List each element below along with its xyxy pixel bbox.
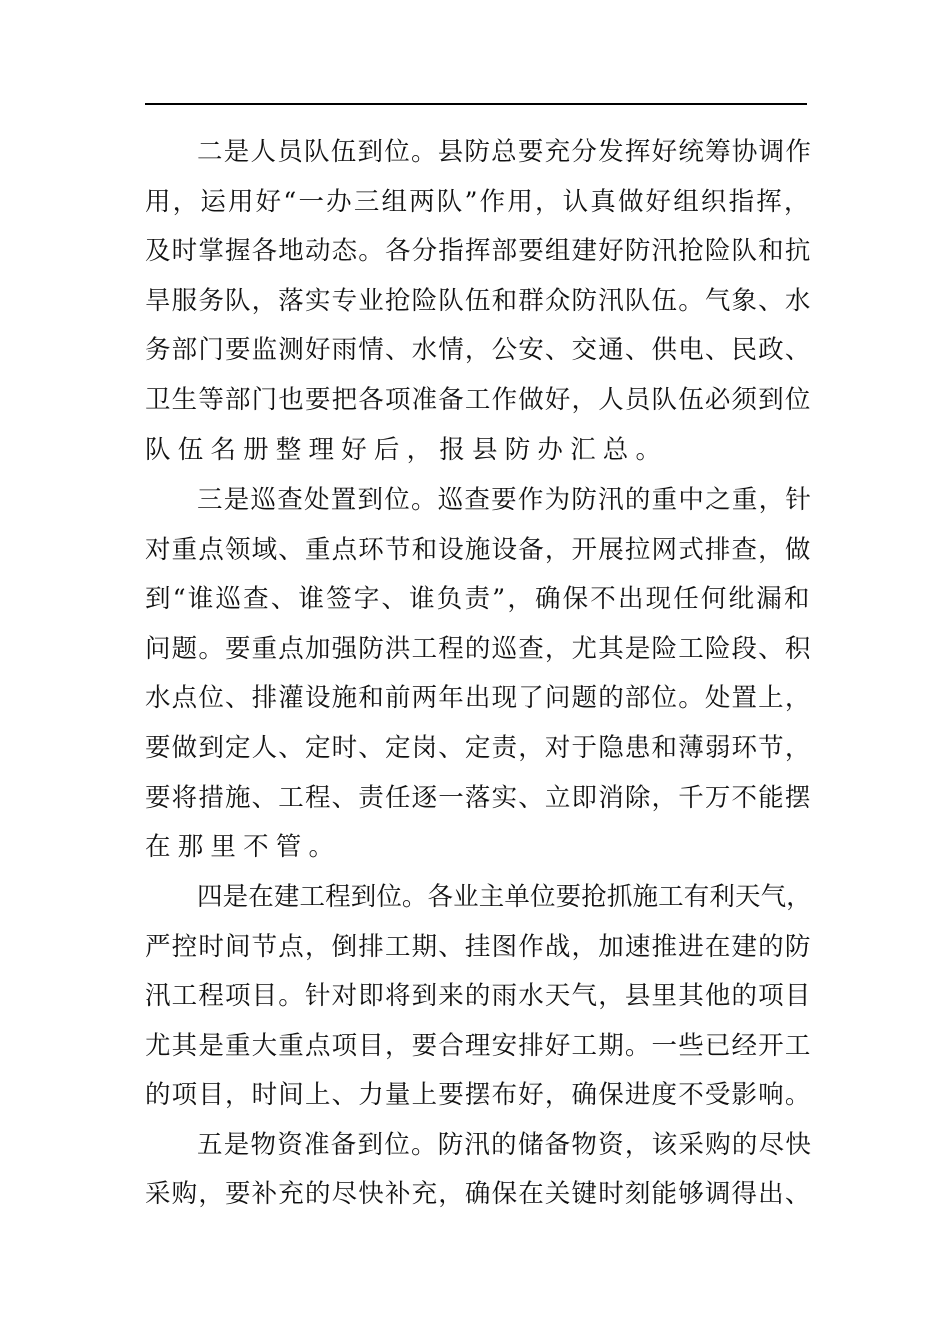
text-line: 水点位、排灌设施和前两年出现了问题的部位。处置上，	[145, 683, 812, 713]
text-line: 旱服务队，落实专业抢险队伍和群众防汛队伍。气象、水	[145, 286, 812, 316]
text-line: 汛工程项目。针对即将到来的雨水天气，县里其他的项目	[145, 981, 812, 1011]
text-line: 要将措施、工程、责任逐一落实、立即消除，千万不能摆	[145, 783, 812, 813]
text-line: 要做到定人、定时、定岗、定责，对于隐患和薄弱环节，	[145, 733, 812, 763]
text-line: 队伍名册整理好后，报县防办汇总。	[145, 435, 669, 465]
text-line: 五是物资准备到位。防汛的储备物资，该采购的尽快	[197, 1130, 813, 1160]
text-line: 四是在建工程到位。各业主单位要抢抓施工有利天气，	[197, 882, 812, 912]
text-line: 用，运用好“一办三组两队”作用，认真做好组织指挥，	[145, 187, 812, 217]
text-line: 到“谁巡查、谁签字、谁负责”，确保不出现任何纰漏和	[145, 584, 812, 614]
text-line: 问题。要重点加强防洪工程的巡查，尤其是险工险段、积	[145, 634, 812, 664]
text-line: 严控时间节点，倒排工期、挂图作战，加速推进在建的防	[145, 932, 812, 962]
text-line: 卫生等部门也要把各项准备工作做好，人员队伍必须到位	[145, 385, 812, 415]
text-line: 对重点领域、重点环节和设施设备，开展拉网式排查，做	[145, 535, 812, 565]
text-line: 务部门要监测好雨情、水情，公安、交通、供电、民政、	[145, 335, 812, 365]
text-line: 的项目，时间上、力量上要摆布好，确保进度不受影响。	[145, 1080, 812, 1110]
header-rule	[145, 103, 807, 105]
text-line: 二是人员队伍到位。县防总要充分发挥好统筹协调作	[197, 137, 813, 167]
text-line: 尤其是重大重点项目，要合理安排好工期。一些已经开工	[145, 1031, 812, 1061]
text-line: 及时掌握各地动态。各分指挥部要组建好防汛抢险队和抗	[145, 236, 812, 266]
text-line: 在那里不管。	[145, 832, 342, 862]
text-line: 三是巡查处置到位。巡查要作为防汛的重中之重，针	[197, 485, 813, 515]
text-line: 采购，要补充的尽快补充，确保在关键时刻能够调得出、	[145, 1179, 812, 1209]
